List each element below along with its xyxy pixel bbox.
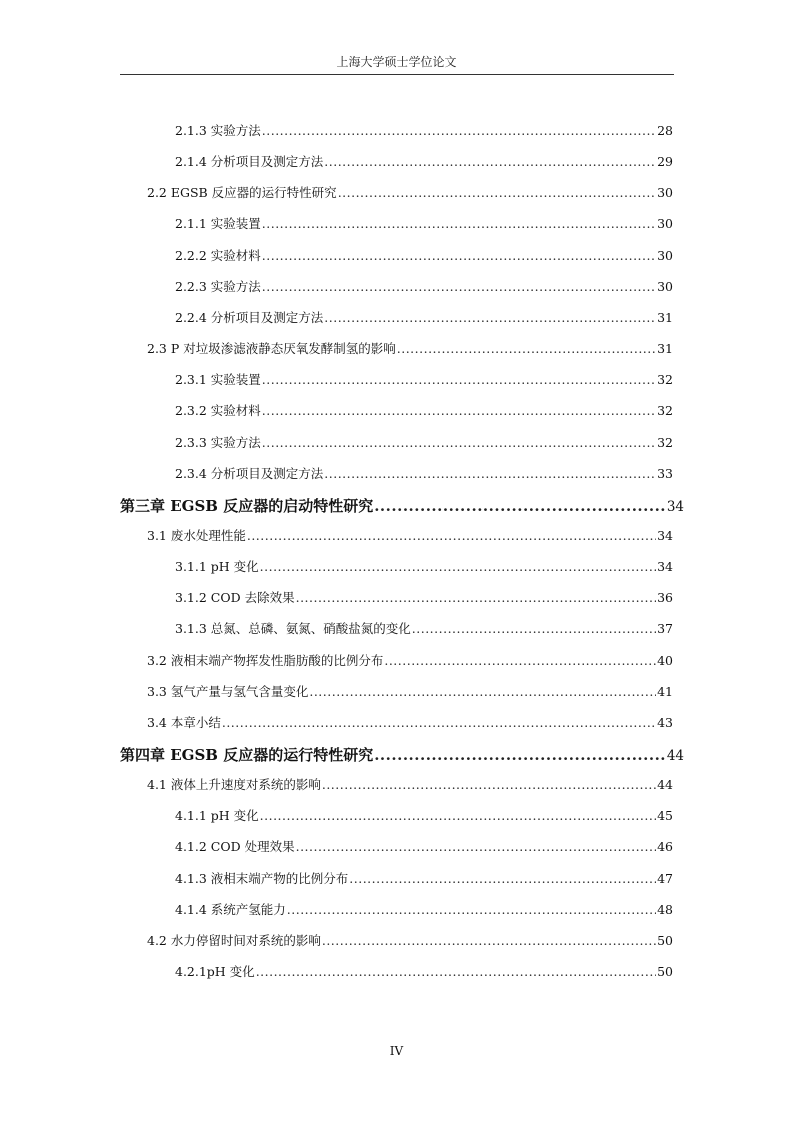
toc-leader-dots (324, 466, 656, 481)
toc-entry[interactable] (175, 464, 673, 482)
toc-entry-label: 2.1.4 分析项目及测定方法 (175, 154, 324, 170)
toc-entry[interactable] (175, 837, 673, 855)
toc-entry[interactable] (120, 744, 684, 765)
toc-entry-page: 44 (666, 748, 684, 764)
toc-entry-page: 34 (666, 498, 684, 515)
toc-leader-dots (384, 653, 656, 668)
page-number: IV (389, 1044, 404, 1058)
toc-entry-page: 34 (657, 527, 673, 543)
toc-entry-label: 2.3 P 对垃圾渗滤液静态厌氧发酵制氢的影响 (147, 341, 396, 357)
toc-leader-dots (412, 621, 656, 636)
toc-leader-dots (260, 808, 656, 823)
toc-entry[interactable] (147, 682, 673, 700)
toc-entry-label: 3.1.2 COD 去除效果 (175, 590, 295, 606)
toc-entry-page: 44 (657, 777, 673, 793)
toc-leader-dots (262, 248, 656, 263)
toc-entry-label: 2.2.3 实验方法 (175, 278, 261, 294)
toc-entry-label: 2.2.2 实验材料 (175, 247, 261, 263)
toc-entry-label: 2.3.3 实验方法 (175, 434, 261, 450)
toc-entry-page: 43 (657, 714, 673, 730)
toc-entry-label: 2.3.1 实验装置 (175, 372, 261, 388)
toc-entry-label: 第三章 EGSB 反应器的启动特性研究 (120, 496, 374, 515)
toc-entry-page: 48 (657, 901, 673, 917)
toc-entry-page: 29 (657, 154, 673, 170)
running-header: 上海大学硕士学位论文 (336, 55, 457, 69)
toc-entry-label: 2.3.2 实验材料 (175, 403, 261, 419)
toc-entry[interactable] (147, 931, 673, 949)
toc-entry[interactable] (175, 152, 673, 170)
toc-entry[interactable] (147, 713, 673, 731)
toc-entry-label: 第四章 EGSB 反应器的运行特性研究 (120, 746, 374, 764)
toc-leader-dots (397, 341, 656, 356)
toc-entry[interactable] (175, 246, 673, 264)
toc-leader-dots (260, 559, 656, 574)
toc-entry-label: 4.1 液体上升速度对系统的影响 (147, 777, 321, 793)
toc-entry-page: 33 (657, 465, 673, 481)
toc-entry-page: 37 (657, 621, 673, 637)
toc-leader-dots (256, 964, 656, 979)
toc-entry-label: 4.1.3 液相末端产物的比例分布 (175, 870, 349, 886)
toc-entry-page: 28 (657, 123, 673, 138)
toc-entry[interactable] (175, 433, 673, 451)
toc-entry-label: 2.1.3 实验方法 (175, 123, 261, 138)
toc-entry[interactable] (147, 651, 673, 669)
toc-leader-dots (262, 279, 656, 294)
toc-leader-dots (222, 715, 656, 730)
toc-entry-label: 2.3.4 分析项目及测定方法 (175, 465, 324, 481)
toc-entry-page: 32 (657, 434, 673, 450)
toc-leader-dots (322, 777, 656, 792)
toc-entry-page: 47 (657, 870, 673, 886)
toc-entry-label: 4.2 水力停留时间对系统的影响 (147, 932, 321, 948)
toc-entry-page: 30 (657, 185, 673, 201)
toc-entry-page: 41 (657, 683, 673, 699)
toc-leader-dots (262, 372, 656, 387)
toc-entry-label: 3.2 液相末端产物挥发性脂肪酸的比例分布 (147, 652, 384, 668)
toc-entry-page: 32 (657, 403, 673, 419)
toc-entry[interactable] (175, 869, 673, 887)
toc-leader-dots (296, 590, 657, 605)
toc-entry[interactable] (120, 495, 684, 516)
toc-entry[interactable] (147, 183, 673, 201)
toc-leader-dots (247, 528, 656, 543)
toc-entry-label: 3.1.1 pH 变化 (175, 559, 259, 575)
toc-leader-dots (322, 933, 656, 948)
toc-entry[interactable] (175, 308, 673, 326)
toc-entry[interactable] (175, 370, 673, 388)
toc-entry[interactable] (175, 900, 673, 918)
toc-entry-page: 50 (657, 932, 673, 948)
toc-leader-dots (349, 871, 656, 886)
toc-entry-page: 40 (657, 652, 673, 668)
toc-entry-label: 4.1.2 COD 处理效果 (175, 839, 295, 855)
toc-leader-dots (374, 497, 666, 515)
toc-entry-page: 34 (657, 559, 673, 575)
toc-entry-label: 4.1.4 系统产氢能力 (175, 901, 286, 917)
toc-entry[interactable] (147, 339, 673, 357)
toc-entry-page: 32 (657, 372, 673, 388)
toc-entry-label: 2.2.4 分析项目及测定方法 (175, 309, 324, 325)
toc-entry-page: 30 (657, 247, 673, 263)
toc-entry[interactable] (175, 557, 673, 575)
toc-leader-dots (262, 435, 656, 450)
toc-leader-dots (309, 684, 656, 699)
toc-leader-dots (338, 185, 656, 200)
toc-leader-dots (324, 310, 656, 325)
toc-entry-label: 3.1 废水处理性能 (147, 527, 246, 543)
toc-entry-page: 31 (657, 341, 673, 357)
toc-leader-dots (374, 746, 666, 764)
toc-entry[interactable] (175, 588, 673, 606)
toc-entry[interactable] (175, 401, 673, 419)
toc-leader-dots (262, 216, 656, 231)
toc-entry[interactable] (175, 214, 673, 232)
header-rule (120, 74, 674, 75)
toc-entry-label: 4.2.1pH 变化 (175, 964, 255, 980)
toc-entry-label: 3.1.3 总氮、总磷、氨氮、硝酸盐氮的变化 (175, 621, 411, 637)
toc-entry-page: 45 (657, 808, 673, 824)
toc-entry[interactable] (147, 526, 673, 544)
toc-entry-page: 50 (657, 964, 673, 980)
toc-leader-dots (296, 839, 657, 854)
toc-leader-dots (324, 154, 656, 169)
toc-leader-dots (262, 403, 656, 418)
toc-entry-page: 31 (657, 309, 673, 325)
toc-entry-label: 2.1.1 实验装置 (175, 216, 261, 232)
toc-entry[interactable] (175, 277, 673, 295)
toc-entry-label: 2.2 EGSB 反应器的运行特性研究 (147, 185, 337, 201)
toc-entry[interactable] (175, 806, 673, 824)
toc-entry[interactable] (175, 619, 673, 637)
toc-entry[interactable] (175, 962, 673, 980)
toc-entry-label: 4.1.1 pH 变化 (175, 808, 259, 824)
toc-leader-dots (262, 123, 656, 138)
toc-entry[interactable] (147, 775, 673, 793)
toc-entry-page: 30 (657, 216, 673, 232)
toc-leader-dots (287, 902, 656, 917)
toc-entry[interactable] (175, 121, 673, 139)
toc-entry-label: 3.4 本章小结 (147, 714, 221, 730)
toc-entry-page: 36 (657, 590, 673, 606)
toc-entry-page: 46 (657, 839, 673, 855)
toc-entry-page: 30 (657, 278, 673, 294)
toc-entry-label: 3.3 氢气产量与氢气含量变化 (147, 683, 309, 699)
